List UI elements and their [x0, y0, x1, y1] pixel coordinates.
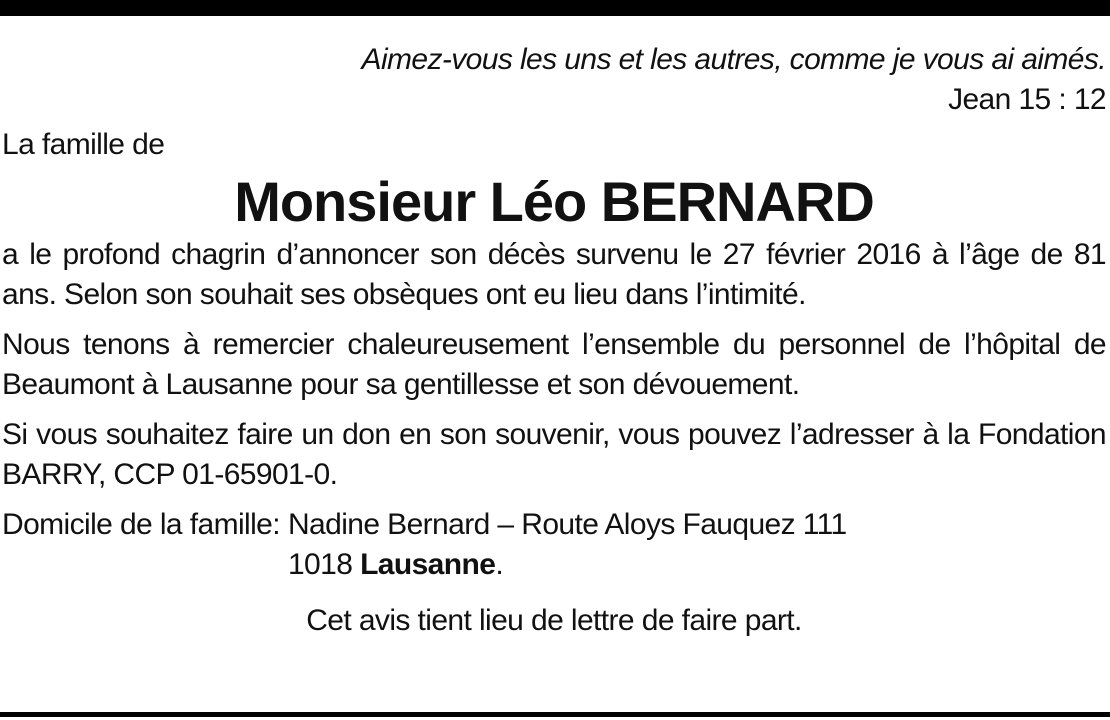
postcode: 1018 [287, 548, 353, 581]
bottom-border [0, 712, 1110, 717]
bible-quote: Aimez-vous les uns et les autres, comme je vous ai aimés. [361, 43, 1106, 76]
death-notice [2, 40, 1106, 641]
family-address [2, 505, 1106, 585]
address-line-1: Nadine Bernard – Route Aloys Fauquez 111 [287, 508, 847, 541]
deceased-name: Monsieur Léo BERNARD [234, 170, 874, 233]
address-label: Domicile de la famille: [2, 508, 280, 541]
donation-paragraph: Si vous souhaitez faire un don en son souvenir, vous pouvez l’adresser à la Fondation BARRY, CCP 01-65901-0. [2, 418, 1106, 491]
announcement-paragraph: a le profond chagrin d’annoncer son décès survenu le 27 février 2016 à l’âge de 81 ans. Selon son souhait ses obsèques ont eu lieu dans l’intimité. [2, 238, 1106, 311]
quote-reference: Jean 15 : 12 [948, 83, 1106, 116]
address-block [280, 505, 847, 585]
city-suffix: . [495, 548, 504, 581]
thanks-paragraph: Nous tenons à remercier chaleureusement l’ensemble du personnel de l’hôpital de Beaumont à Lausanne pour sa gentillesse et son dévouement. [2, 328, 1106, 401]
intro-text: La famille de [2, 128, 165, 161]
address-line-2 [288, 545, 847, 585]
city: Lausanne [360, 548, 496, 581]
top-border [0, 0, 1110, 16]
closing-note: Cet avis tient lieu de lettre de faire part. [306, 604, 802, 637]
